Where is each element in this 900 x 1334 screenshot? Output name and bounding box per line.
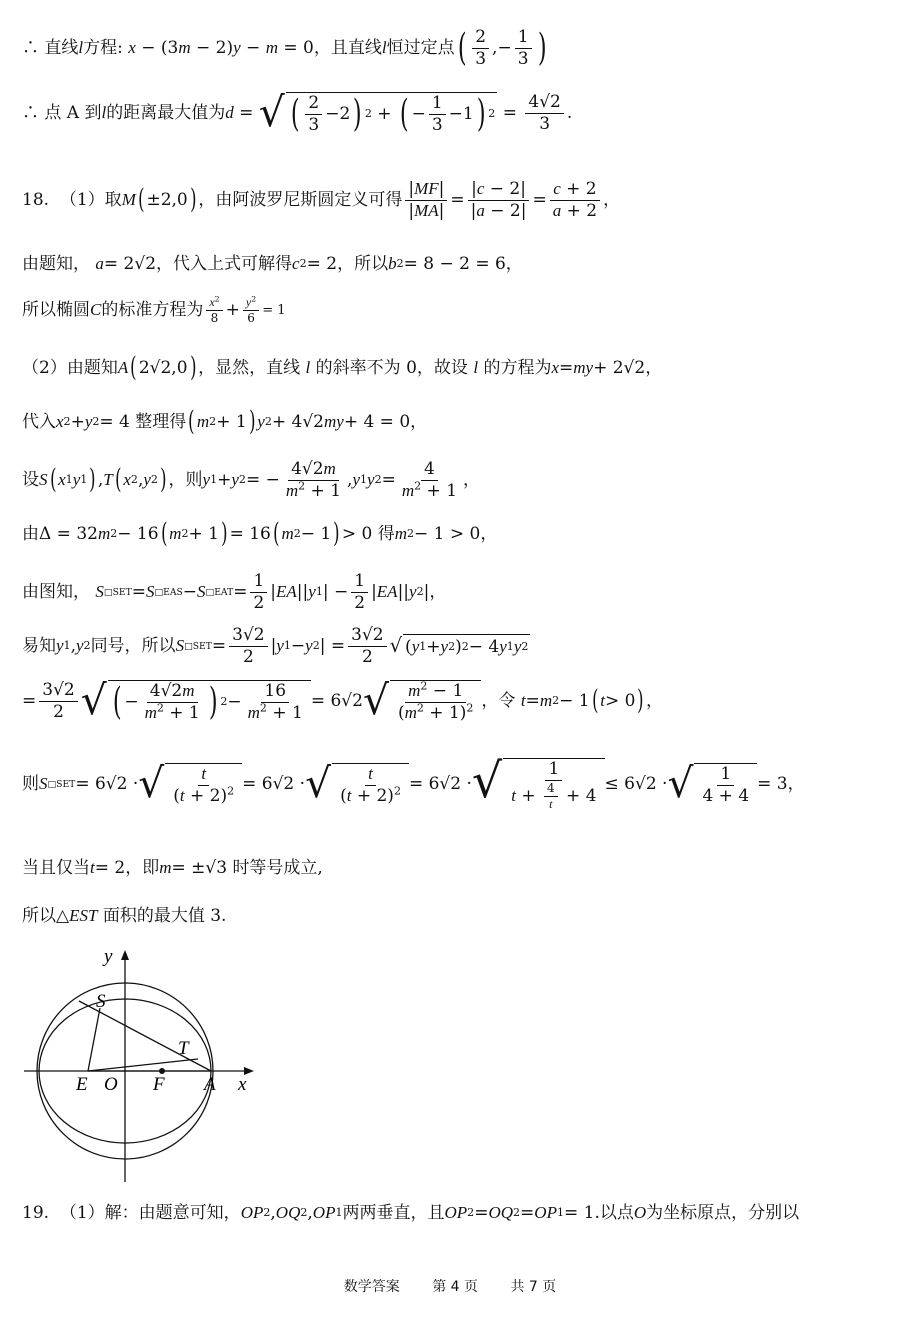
label-y: y: [104, 946, 113, 967]
y-axis-arrow: [121, 950, 129, 960]
label-E: E: [76, 1074, 88, 1095]
line-18-2: 由题知， a = 2√2 ，代入上式可解得 c 2 = 2 ，所以 b 2 = 8 − 2 = 6，: [22, 254, 523, 274]
line-18-4: （2）由题知 A ( 2√2,0 ) ，显然，直线 l 的斜率不为 0，故设 l 的方程为 x = my + 2√2，: [22, 352, 663, 383]
label-x: x: [238, 1074, 247, 1095]
line-18-6: 设 S ( x 1 y 1 ) , T ( x 2 , y 2 ) ，则 y 1 + y 2 = − $\frac{4√2m}{m^2 + 1}$ , y 1 y 2 = $\frac{4}{m^2 + 1}$ ，: [22, 459, 481, 501]
footer-total: 共 7 页: [510, 1279, 557, 1295]
footer-page: 第 4 页: [432, 1279, 478, 1295]
line-18-11: 则 S □SET = 6√2 · √ $\frac{t}{(t + 2)^2}$ = 6√2 · √ $\frac{t}{(t + 2)^2}$ = 6√2 · √ 1 t + $\frac{4}{t}$ + 4 ≤ 6√2 · √ $\frac{1}{4 + 4}$ = 3，: [22, 754, 805, 811]
footer-subject: 数学答案: [343, 1279, 400, 1295]
line-18-8: 由图知， S □SET = S □EAS − S □EAT = $\frac{1}{2}$ | EA || y 1 | − $\frac{1}{2}$ | EA || y 2 |，: [22, 571, 447, 613]
line-18-10: = $\frac{3√2}{2}$ √ ( − $\frac{4√2m}{m^2 + 1}$ ) 2 − $\frac{16}{m^2 + 1}$ = 6√2 √ $\frac{m^2 - 1}{(m^2 + 1)^2}$ ，令 t = m 2 − 1 ( t > 0 ) ，: [22, 676, 664, 724]
line-19-1: 19. （1）解：由题意可知， OP 2 , OQ 2 , OP 1 两两垂直，且 OP 2 = OQ 2 = OP 1 = 1 .以点 O 为坐标原点，分别以: [22, 1203, 800, 1223]
line-18-7: 由 Δ = 32 m 2 − 16 ( m 2 + 1 ) = 16 ( m 2 − 1 ) > 0 得 m 2 − 1 > 0，: [22, 518, 498, 549]
label-S: S: [96, 991, 106, 1012]
line-1: ∴ 直线 l 方程: x − (3m − 2)y − m = 0 ，且直线 l 恒过定点 ( $\frac{2}{3}$ , − $\frac{1}{3}$ ): [22, 25, 547, 70]
line-18-13: 所以 △ EST 面积的最大值 3.: [22, 906, 227, 926]
page-footer: [0, 1276, 900, 1296]
line-18-5: 代入 x 2 + y 2 = 4 整理得 ( m 2 + 1 ) y 2 + 4√2 my + 4 = 0，: [22, 406, 428, 437]
label-O: O: [104, 1074, 118, 1095]
line-18-12: 当且仅当 t = 2 ，即 m = ±√3 时等号成立,: [22, 858, 323, 878]
line-18-9: 易知 y 1 , y 2 同号，所以 S □SET = $\frac{3√2}{2}$ | y 1 − y 2 | = $\frac{3√2}{2}$ √ ( y 1 + y 2 ) 2 − 4 y 1 y 2: [22, 625, 529, 667]
geometry-figure: [18, 942, 268, 1187]
label-A: A: [204, 1074, 216, 1095]
line-2: ∴ 点 A 到 l 的距离最大值为 d = √ ( $\frac{2}{3}$ −2 ) 2 + ( − $\frac{1}{3}$ −1 ) 2 = $\frac{4√2}{3}$ .: [22, 88, 573, 136]
line-18-3: 所以椭圆 C 的标准方程为 $\frac{x^2}{8}$ + $\frac{y^2}{6}$ = 1: [22, 294, 286, 326]
line-18-1: 18. （1）取 M ( ±2,0 ) ，由阿波罗尼斯圆定义可得 $\frac{|MF|}{|MA|}$ = $\frac{|c - 2|}{|a - 2|}$ = $\frac{c + 2}{a + 2}$ ，: [22, 179, 621, 221]
segment-ES: [88, 1008, 100, 1071]
label-T: T: [178, 1038, 189, 1059]
segment-ET: [88, 1059, 198, 1071]
label-F: F: [153, 1074, 165, 1095]
